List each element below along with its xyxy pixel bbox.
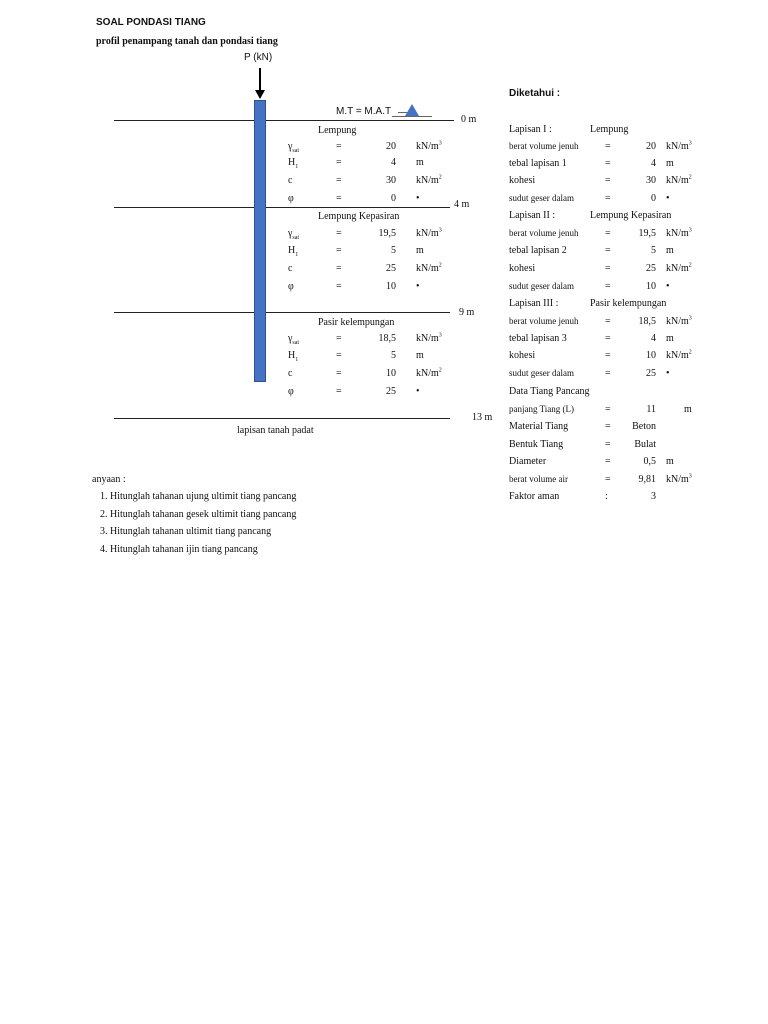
layer-param-symbol: $\gamma_{sat}$ bbox=[288, 333, 300, 346]
known-section-label: Lapisan III : bbox=[509, 298, 559, 309]
known-row-eq: = bbox=[605, 228, 611, 239]
load-arrow-shaft bbox=[259, 68, 261, 92]
layer-param-symbol: $H_1$ bbox=[288, 157, 299, 170]
known-row-label: tebal lapisan 2 bbox=[509, 245, 567, 256]
known-section-label: Lapisan I : bbox=[509, 124, 552, 135]
water-table-label: M.T = M.A.T bbox=[336, 106, 392, 117]
layer-name: Lempung Kepasiran bbox=[318, 211, 400, 222]
known-row-value: 9,81 bbox=[638, 474, 656, 485]
water-line-icon bbox=[392, 116, 432, 117]
known-row-eq: = bbox=[605, 474, 611, 485]
layer-param-eq: = bbox=[336, 157, 342, 168]
depth-label-13: 13 m bbox=[472, 412, 493, 423]
layer-param-eq: = bbox=[336, 281, 342, 292]
known-row-value: 0 bbox=[651, 193, 656, 204]
questions-heading: anyaan : bbox=[92, 474, 126, 485]
layer-param-eq: = bbox=[336, 350, 342, 361]
pile-shaft bbox=[254, 100, 266, 382]
known-row-label: tebal lapisan 1 bbox=[509, 158, 567, 169]
known-row-value: Beton bbox=[632, 421, 656, 432]
known-row-eq: = bbox=[605, 175, 611, 186]
known-row-value: 25 bbox=[646, 368, 656, 379]
known-row-label: kohesi bbox=[509, 175, 536, 186]
known-row-label: tebal lapisan 3 bbox=[509, 333, 567, 344]
known-row-eq: = bbox=[605, 193, 611, 204]
layer-param-value: 5 bbox=[391, 245, 396, 256]
question-item: 3. Hitunglah tahanan ultimit tiang pancang bbox=[100, 526, 272, 537]
known-row-value: 25 bbox=[646, 263, 656, 274]
water-table-triangle-icon bbox=[405, 104, 419, 116]
depth-label-0: 0 m bbox=[461, 114, 477, 125]
known-section-label: Data Tiang Pancang bbox=[509, 386, 590, 397]
known-row-eq: = bbox=[605, 456, 611, 467]
known-row-eq: : bbox=[605, 491, 608, 502]
layer-param-unit: $kN/m^2$ bbox=[416, 262, 442, 274]
layer-param-unit: $kN/m^3$ bbox=[416, 227, 442, 239]
known-row-eq: = bbox=[605, 333, 611, 344]
layer-param-unit: m bbox=[416, 157, 424, 168]
known-row-value: 0,5 bbox=[643, 456, 656, 467]
known-row-value: 19,5 bbox=[638, 228, 656, 239]
known-row-value: 11 bbox=[646, 404, 656, 415]
known-row-value: Pasir kelempungan bbox=[590, 298, 667, 309]
known-row-label: Diameter bbox=[509, 456, 547, 467]
layer-boundary-2 bbox=[114, 312, 450, 313]
page-title: SOAL PONDASI TIANG bbox=[96, 17, 206, 28]
known-row-value: 4 bbox=[651, 158, 656, 169]
known-row-label: Bentuk Tiang bbox=[509, 439, 564, 450]
layer-param-unit: $kN/m^2$ bbox=[416, 174, 442, 186]
known-row-eq: = bbox=[605, 350, 611, 361]
layer-param-value: 10 bbox=[386, 281, 396, 292]
known-row-value: Lempung Kepasiran bbox=[590, 210, 672, 221]
depth-label-4: 4 m bbox=[454, 199, 470, 210]
known-row-label: berat volume jenuh bbox=[509, 316, 579, 326]
layer-param-unit: m bbox=[416, 245, 424, 256]
known-row-eq: = bbox=[605, 245, 611, 256]
known-row-eq: = bbox=[605, 141, 611, 152]
known-row-eq: = bbox=[605, 281, 611, 292]
layer-param-eq: = bbox=[336, 333, 342, 344]
depth-label-9: 9 m bbox=[459, 307, 475, 318]
known-row-unit: m bbox=[666, 456, 674, 467]
layer-param-value: 18,5 bbox=[378, 333, 396, 344]
known-row-eq: = bbox=[605, 316, 611, 327]
ground-line bbox=[114, 120, 454, 121]
known-row-eq: = bbox=[605, 263, 611, 274]
layer-param-value: 20 bbox=[386, 141, 396, 152]
known-row-unit: • bbox=[666, 193, 670, 204]
known-heading: Diketahui : bbox=[509, 88, 561, 99]
known-row-eq: = bbox=[605, 158, 611, 169]
known-row-eq: = bbox=[605, 439, 611, 450]
layer-param-symbol: c bbox=[288, 263, 293, 274]
known-row-label: sudut geser dalam bbox=[509, 193, 574, 203]
layer-param-unit: • bbox=[416, 281, 420, 292]
layer-param-unit: $kN/m^2$ bbox=[416, 367, 442, 379]
layer-param-unit: $kN/m^3$ bbox=[416, 140, 442, 152]
known-row-label: Faktor aman bbox=[509, 491, 560, 502]
layer-name: Pasir kelempungan bbox=[318, 317, 395, 328]
layer-param-value: 4 bbox=[391, 157, 396, 168]
known-row-label: panjang Tiang (L) bbox=[509, 404, 574, 414]
load-label: P (kN) bbox=[244, 52, 273, 63]
layer-param-symbol: c bbox=[288, 368, 293, 379]
page-subtitle: profil penampang tanah dan pondasi tiang bbox=[96, 36, 278, 47]
known-row-unit: $kN/m^3$ bbox=[666, 140, 692, 152]
known-row-label: kohesi bbox=[509, 350, 536, 361]
known-row-unit: $kN/m^3$ bbox=[666, 315, 692, 327]
layer-param-symbol: φ bbox=[288, 193, 294, 204]
load-arrow-icon bbox=[255, 90, 265, 99]
known-row-unit: m bbox=[666, 158, 674, 169]
known-row-value: 3 bbox=[651, 491, 656, 502]
known-row-unit: m bbox=[684, 404, 692, 415]
known-row-value: 18,5 bbox=[638, 316, 656, 327]
known-row-unit: $kN/m^3$ bbox=[666, 227, 692, 239]
known-row-unit: $kN/m^2$ bbox=[666, 174, 692, 186]
known-row-value: 5 bbox=[651, 245, 656, 256]
layer-param-unit: $kN/m^3$ bbox=[416, 332, 442, 344]
known-row-value: 4 bbox=[651, 333, 656, 344]
layer-param-symbol: φ bbox=[288, 386, 294, 397]
known-row-label: berat volume jenuh bbox=[509, 228, 579, 238]
known-row-label: berat volume air bbox=[509, 474, 568, 484]
layer-param-value: 30 bbox=[386, 175, 396, 186]
known-row-unit: m bbox=[666, 245, 674, 256]
layer-param-symbol: c bbox=[288, 175, 293, 186]
known-row-label: kohesi bbox=[509, 263, 536, 274]
hard-layer-boundary bbox=[114, 418, 450, 419]
known-section-label: Lapisan II : bbox=[509, 210, 556, 221]
layer-param-symbol: $H_1$ bbox=[288, 245, 299, 258]
layer-param-unit: m bbox=[416, 350, 424, 361]
layer-param-value: 25 bbox=[386, 263, 396, 274]
known-row-value: 20 bbox=[646, 141, 656, 152]
known-row-unit: m bbox=[666, 333, 674, 344]
known-row-label: Material Tiang bbox=[509, 421, 569, 432]
known-row-value: 30 bbox=[646, 175, 656, 186]
hard-layer-label: lapisan tanah padat bbox=[237, 425, 314, 436]
layer-param-unit: • bbox=[416, 193, 420, 204]
known-row-label: sudut geser dalam bbox=[509, 281, 574, 291]
known-row-eq: = bbox=[605, 421, 611, 432]
layer-param-value: 25 bbox=[386, 386, 396, 397]
known-row-value: 10 bbox=[646, 281, 656, 292]
layer-param-eq: = bbox=[336, 245, 342, 256]
known-row-unit: $kN/m^3$ bbox=[666, 473, 692, 485]
known-row-eq: = bbox=[605, 404, 611, 415]
known-row-unit: • bbox=[666, 368, 670, 379]
layer-param-eq: = bbox=[336, 141, 342, 152]
known-row-label: berat volume jenuh bbox=[509, 141, 579, 151]
layer-param-eq: = bbox=[336, 175, 342, 186]
known-row-unit: $kN/m^2$ bbox=[666, 349, 692, 361]
layer-param-symbol: $\gamma_{sat}$ bbox=[288, 141, 300, 154]
layer-param-eq: = bbox=[336, 386, 342, 397]
layer-param-eq: = bbox=[336, 193, 342, 204]
known-row-unit: $kN/m^2$ bbox=[666, 262, 692, 274]
question-item: 4. Hitunglah tahanan ijin tiang pancang bbox=[100, 543, 258, 555]
layer-param-value: 19,5 bbox=[378, 228, 396, 239]
layer-param-value: 0 bbox=[391, 193, 396, 204]
known-row-value: Lempung bbox=[590, 124, 629, 135]
layer-param-eq: = bbox=[336, 228, 342, 239]
layer-name: Lempung bbox=[318, 125, 357, 136]
known-row-value: Bulat bbox=[634, 439, 656, 450]
layer-param-unit: • bbox=[416, 386, 420, 397]
layer-param-symbol: φ bbox=[288, 281, 294, 292]
layer-param-eq: = bbox=[336, 368, 342, 379]
layer-param-value: 10 bbox=[386, 368, 396, 379]
layer-param-symbol: $\gamma_{sat}$ bbox=[288, 228, 300, 241]
known-row-eq: = bbox=[605, 368, 611, 379]
layer-param-eq: = bbox=[336, 263, 342, 274]
known-row-label: sudut geser dalam bbox=[509, 368, 574, 378]
layer-boundary-1 bbox=[114, 207, 450, 208]
layer-param-value: 5 bbox=[391, 350, 396, 361]
question-item: 2. Hitunglah tahanan gesek ultimit tiang pancang bbox=[100, 508, 297, 520]
question-item: 1. Hitunglah tahanan ujung ultimit tiang pancang bbox=[100, 491, 297, 502]
known-row-unit: • bbox=[666, 281, 670, 292]
layer-param-symbol: $H_1$ bbox=[288, 350, 299, 363]
known-row-value: 10 bbox=[646, 350, 656, 361]
